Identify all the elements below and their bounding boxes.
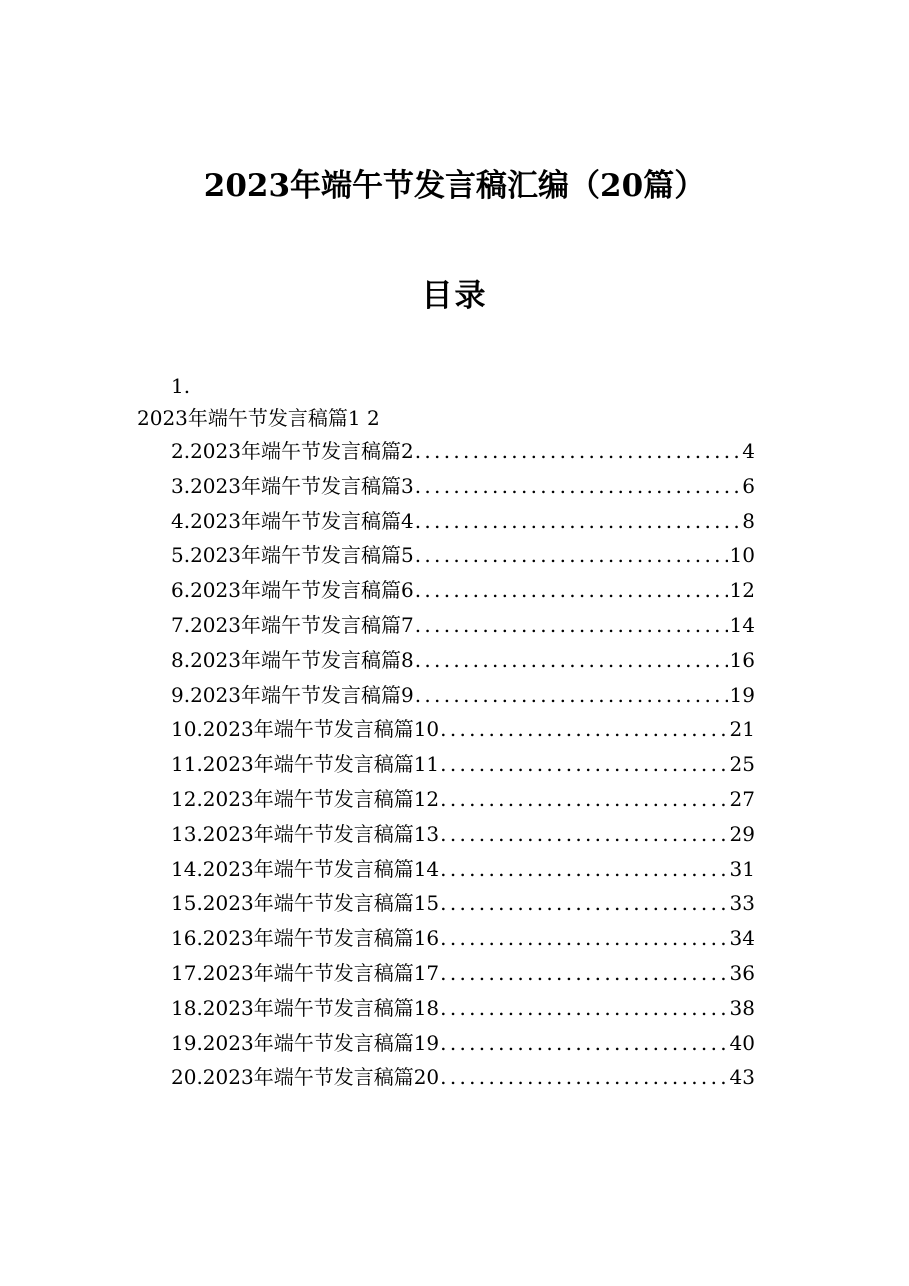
toc-entry-page-number: 10 (729, 543, 755, 568)
toc-entry-1-number: 1. (171, 374, 191, 398)
toc-entry[interactable] (171, 958, 755, 993)
toc-entry-label: 20.2023年端午节发言稿篇20 (171, 1065, 440, 1090)
toc-dot-leader (440, 714, 727, 744)
toc-entry-label: 17.2023年端午节发言稿篇17 (171, 960, 440, 985)
document-title: 2023年端午节发言稿汇编（20篇） (203, 168, 706, 204)
toc-dot-leader (440, 1062, 727, 1092)
toc-entry-label: 12.2023年端午节发言稿篇12 (171, 786, 440, 811)
toc-dot-leader (440, 819, 727, 849)
toc-entry-label: 18.2023年端午节发言稿篇18 (171, 995, 440, 1020)
toc-dot-leader (440, 958, 727, 988)
toc-entry[interactable] (171, 436, 755, 471)
toc-entry-label: 14.2023年端午节发言稿篇14 (171, 856, 440, 881)
toc-entry-label: 9.2023年端午节发言稿篇9 (171, 682, 414, 707)
toc-dot-leader (440, 993, 727, 1023)
toc-entry-label: 8.2023年端午节发言稿篇8 (171, 647, 414, 672)
toc-entry-page-number: 14 (729, 612, 755, 637)
toc-dot-leader (440, 784, 727, 814)
toc-entry-label: 16.2023年端午节发言稿篇16 (171, 926, 440, 951)
toc-entry-page-number: 29 (729, 821, 755, 846)
toc-dot-leader (415, 610, 728, 640)
toc-dot-leader (415, 506, 741, 536)
toc-dot-leader (440, 749, 727, 779)
toc-heading: 目录 (421, 278, 488, 314)
toc-dot-leader (440, 854, 727, 884)
toc-dot-leader (415, 436, 741, 466)
toc-entry[interactable] (171, 888, 755, 923)
toc-entry-label: 7.2023年端午节发言稿篇7 (171, 612, 414, 637)
toc-dot-leader (415, 680, 728, 710)
toc-entry[interactable] (171, 1062, 755, 1097)
toc-entry[interactable] (171, 540, 755, 575)
toc-entry[interactable] (171, 680, 755, 715)
table-of-contents (171, 436, 755, 1097)
toc-entry-page-number: 34 (729, 926, 755, 951)
toc-entry-label: 5.2023年端午节发言稿篇5 (171, 543, 414, 568)
toc-entry-page-number: 21 (729, 717, 755, 742)
toc-dot-leader (440, 888, 727, 918)
toc-entry-page-number: 25 (729, 752, 755, 777)
toc-entry[interactable] (171, 854, 755, 889)
toc-entry[interactable] (171, 645, 755, 680)
toc-entry-page-number: 43 (729, 1065, 755, 1090)
toc-entry[interactable] (171, 610, 755, 645)
toc-entry-page-number: 36 (729, 960, 755, 985)
toc-entry-label: 15.2023年端午节发言稿篇15 (171, 891, 440, 916)
toc-dot-leader (415, 471, 741, 501)
toc-entry-label: 2.2023年端午节发言稿篇2 (171, 439, 414, 463)
toc-entry-page-number: 27 (729, 786, 755, 811)
toc-entry-page-number: 40 (729, 1030, 755, 1055)
toc-entry-page-number: 6 (742, 473, 755, 498)
toc-entry[interactable] (171, 714, 755, 749)
toc-entry[interactable] (171, 923, 755, 958)
toc-entry-page-number: 8 (742, 508, 755, 533)
toc-entry[interactable] (171, 506, 755, 541)
toc-entry-page-number: 38 (729, 995, 755, 1020)
toc-entry-label: 11.2023年端午节发言稿篇11 (171, 752, 440, 777)
toc-entry-label: 13.2023年端午节发言稿篇13 (171, 821, 440, 846)
toc-entry-page-number: 16 (729, 647, 755, 672)
toc-dot-leader (415, 645, 728, 675)
toc-dot-leader (415, 540, 728, 570)
toc-entry-page-number: 33 (729, 891, 755, 916)
toc-entry[interactable] (171, 784, 755, 819)
toc-entry-page-number: 19 (729, 682, 755, 707)
toc-entry[interactable] (171, 575, 755, 610)
toc-entry[interactable] (171, 471, 755, 506)
toc-entry[interactable] (171, 1028, 755, 1063)
toc-dot-leader (440, 923, 727, 953)
toc-dot-leader (415, 575, 728, 605)
toc-entry-page-number: 12 (729, 578, 755, 603)
toc-entry-label: 3.2023年端午节发言稿篇3 (171, 473, 414, 498)
toc-entry-label: 6.2023年端午节发言稿篇6 (171, 578, 414, 603)
toc-entry-label: 19.2023年端午节发言稿篇19 (171, 1030, 440, 1055)
toc-entry[interactable] (171, 993, 755, 1028)
toc-entry[interactable] (171, 749, 755, 784)
toc-entry-page-number: 31 (729, 856, 755, 881)
toc-entry-label: 4.2023年端午节发言稿篇4 (171, 508, 414, 533)
toc-entry-label: 10.2023年端午节发言稿篇10 (171, 717, 440, 742)
toc-entry-page-number: 4 (742, 439, 755, 463)
toc-entry[interactable] (171, 819, 755, 854)
toc-dot-leader (440, 1028, 727, 1058)
toc-entry-1-text: 2023年端午节发言稿篇1 2 (137, 406, 380, 430)
